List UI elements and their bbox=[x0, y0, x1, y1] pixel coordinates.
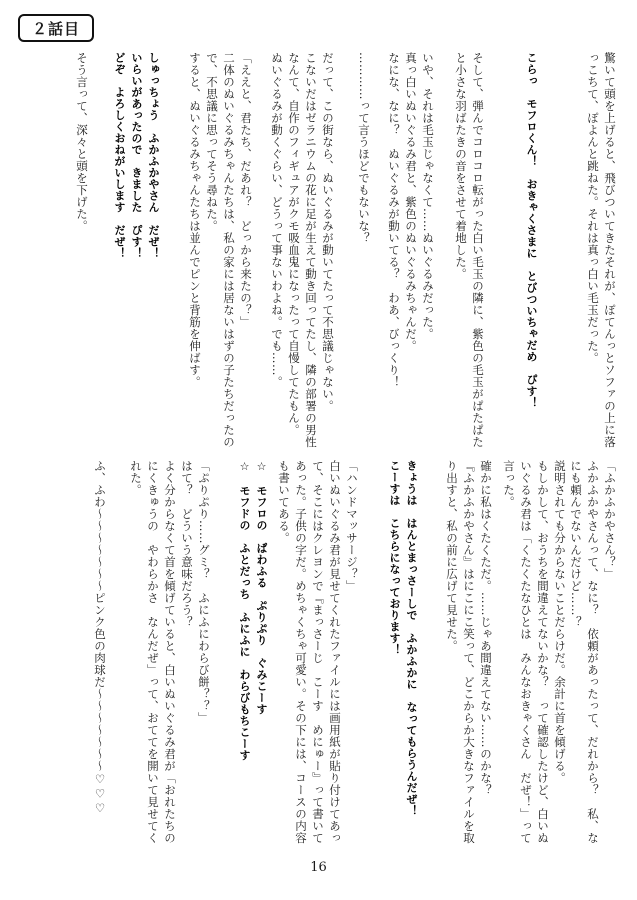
dialogue-bold: しゅっちょう ふかふかやさん だぜ！ いらいがあったので きました ぴす！ どぞ よろしくおねがいします だぜ！ bbox=[113, 52, 160, 259]
chapter-label: ２話目 bbox=[18, 14, 94, 42]
paragraph: ふ、ふわ～～～～～～～ピンク色の肉球だ～～～～～～～♡♡♡ bbox=[93, 460, 107, 816]
paragraph: …………って言うほどでもないな？ bbox=[357, 52, 371, 244]
dialogue-bold: こらっ モフロくん！ おきゃくさまに とびついちゃだめ ぴす！ bbox=[525, 52, 538, 409]
paragraph: 「ええと、君たち、だあれ？ どっから来たの？」 二体のぬいぐるみちゃんたちは、私の家には居ないはずの子たちだったので、不思議に思ってそう尋ねた。 すると、ぬいぐるみちゃんたちは並んでピンと背筋を伸ばす。 bbox=[188, 52, 253, 448]
paragraph: いや、それは毛玉じゃなくて……ぬいぐるみだった。 真っ白いぬいぐるみ君と、紫色のぬいぐるみちゃんだ。 なにな、なに？ ぬいぐるみが動いてる？ わあ、びっくり！ bbox=[387, 52, 435, 388]
page-number: 16 bbox=[310, 860, 327, 875]
paragraph: そして、弾んでコロコロ転がった白い毛玉の隣に、紫色の毛玉がぱたぱたと小さな羽ばたきの音をさせて着地した。 bbox=[454, 52, 485, 448]
dialogue-bold: きょうは はんとまっさーしで ふかふかに なってもらうんだぜ！ こーすは こちらになっております！ bbox=[388, 460, 418, 817]
dialogue-bold: ☆ モフロの ぱわふる ぷりぷり ぐみこーす ☆ モフドの ふとだっち ふにふに わらびもちこーす bbox=[238, 460, 268, 761]
paragraph: そう言って、深々と頭を下げた。 bbox=[75, 52, 89, 232]
paragraph: だって、この街なら、ぬいぐるみが動いてたって不思議じゃない。 こないだはゼラニウムの花に足が生えて動き回ってたし、隣の部署の男性なんて、自作のフィギュアがクモ吸血鬼になったって自慢してたもん。 ぬいぐるみが動くぐらい、どうって事ないわよね。でも……。 bbox=[270, 52, 335, 448]
paragraph: 説明されても分からないことだらけだ。余計に首を傾げる。 もしかして、おうちを間違えてないかな？ って確認したけど、白いぬいぐるみ君は「くたくたなひとは みんなおきゃくさん だぜ！」って言った。 bbox=[502, 460, 567, 844]
paragraph: 確かに私はくたくただ。……じゃあ間違えてない……のかな？ 『ふかふかやさん』はにこにこ笑って、どこからか大きなファイルを取り出すと、私の前に広げて見せた。 bbox=[445, 460, 493, 844]
paragraph: 「ふかふかやさん？」 ふかふかやさんって、なに？ 依頼があったって、だれから？ 私、なにも頼んでないんだけど……？ bbox=[569, 460, 617, 844]
paragraph: 「ぷりぷり……グミ？ ふにふにわらび餅？？」 はて？ どういう意味だろう？ よく分からなくて首を傾げていると、白いぬいぐるみ君が「おれたちの にくきゅうの やわらかさ なんだぜ」って、おててを開いて見せてくれた。 bbox=[129, 460, 211, 844]
paragraph: 「ハンドマッサージ？」 白いぬいぐるみ君が見せてくれたファイルには画用紙が貼り付けてあって、そこにはクレヨンで『まっさーじ こーす めにゅー』って書いてあった。子供の字だ。めちゃくちゃ可愛い。その下には、コースの内容も書いてある。 bbox=[277, 460, 359, 844]
text-tier-bottom bbox=[22, 460, 618, 845]
paragraph: 驚いて頭を上げると、飛びついてきたそれが、ぽてんっとソファの上に落っこちて、ぽよんと跳ねた。それは真っ白い毛玉だった。 bbox=[586, 52, 617, 448]
text-tier-top bbox=[22, 52, 618, 452]
